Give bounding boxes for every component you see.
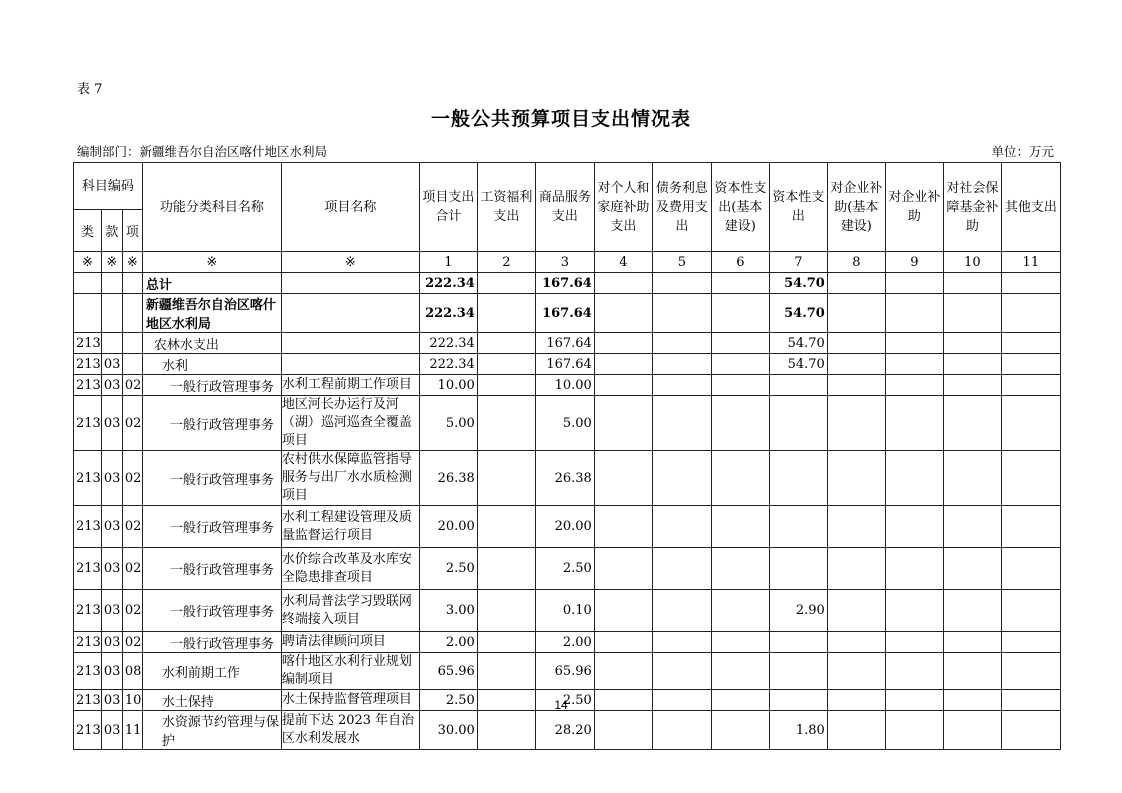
xiang-cell: 11 (122, 711, 142, 750)
xiang-cell: 02 (122, 506, 142, 548)
amount-cell-7: 54.70 (769, 294, 827, 333)
amount-cell-10 (943, 273, 1001, 294)
amount-cell-8 (827, 375, 885, 396)
table-row (74, 506, 1061, 548)
func-name-cell: 一般行政管理事务 (142, 590, 281, 632)
amount-cell-2 (477, 653, 535, 690)
index-cell: 11 (1001, 252, 1060, 273)
amount-cell-4 (594, 590, 652, 632)
amount-cell-9 (885, 548, 943, 590)
proj-name-header: 项目名称 (281, 163, 419, 252)
amount-cell-10 (943, 354, 1001, 375)
kuan-cell (101, 333, 122, 354)
lei-cell: 213 (74, 451, 102, 506)
amount-cell-6 (711, 294, 769, 333)
amount-cell-7: 54.70 (769, 273, 827, 294)
amount-cell-11 (1001, 294, 1060, 333)
col-header-3: 商品服务支出 (535, 163, 594, 252)
amount-cell-10 (943, 632, 1001, 653)
proj-name-cell: 提前下达 2023 年自治区水利发展水 (281, 711, 419, 750)
col-header-11: 其他支出 (1001, 163, 1060, 252)
index-cell: ※ (101, 252, 122, 273)
amount-cell-2 (477, 333, 535, 354)
unit-label: 单位：万元 (991, 144, 1054, 159)
amount-cell-11 (1001, 711, 1060, 750)
func-name-cell: 水利前期工作 (142, 653, 281, 690)
kuan-cell (101, 294, 122, 333)
amount-cell-2 (477, 375, 535, 396)
amount-cell-4 (594, 333, 652, 354)
func-name-cell: 水土保持 (142, 690, 281, 711)
lei-cell: 213 (74, 506, 102, 548)
amount-cell-6 (711, 375, 769, 396)
amount-cell-5 (652, 548, 711, 590)
amount-cell-8 (827, 451, 885, 506)
xiang-cell: 02 (122, 548, 142, 590)
amount-cell-1: 222.34 (419, 273, 477, 294)
table-row (74, 653, 1061, 690)
amount-cell-7: 54.70 (769, 333, 827, 354)
lei-cell: 213 (74, 590, 102, 632)
proj-name-cell: 农村供水保障监管指导服务与出厂水水质检测项目 (281, 451, 419, 506)
amount-cell-1: 65.96 (419, 653, 477, 690)
amount-cell-2 (477, 273, 535, 294)
amount-cell-3: 0.10 (535, 590, 594, 632)
amount-cell-10 (943, 506, 1001, 548)
amount-cell-4 (594, 548, 652, 590)
amount-cell-4 (594, 375, 652, 396)
lei-cell: 213 (74, 396, 102, 451)
lei-cell: 213 (74, 375, 102, 396)
proj-name-cell: 地区河长办运行及河（湖）巡河巡查全覆盖项目 (281, 396, 419, 451)
index-cell: 1 (419, 252, 477, 273)
func-name-cell: 水资源节约管理与保护 (142, 711, 281, 750)
amount-cell-11 (1001, 548, 1060, 590)
amount-cell-1: 2.50 (419, 548, 477, 590)
amount-cell-1: 222.34 (419, 333, 477, 354)
xiang-cell (122, 273, 142, 294)
amount-cell-10 (943, 396, 1001, 451)
amount-cell-8 (827, 653, 885, 690)
amount-cell-11 (1001, 653, 1060, 690)
amount-cell-1: 5.00 (419, 396, 477, 451)
amount-cell-8 (827, 273, 885, 294)
amount-cell-1: 20.00 (419, 506, 477, 548)
kuan-cell: 03 (101, 451, 122, 506)
amount-cell-10 (943, 333, 1001, 354)
amount-cell-6 (711, 354, 769, 375)
index-cell: 5 (652, 252, 711, 273)
kuan-cell: 03 (101, 548, 122, 590)
table-row (74, 333, 1061, 354)
amount-cell-4 (594, 506, 652, 548)
amount-cell-5 (652, 590, 711, 632)
amount-cell-3: 26.38 (535, 451, 594, 506)
table-row (74, 548, 1061, 590)
lei-header: 类 (74, 210, 102, 252)
amount-cell-9 (885, 653, 943, 690)
col-header-9: 对企业补助 (885, 163, 943, 252)
amount-cell-10 (943, 653, 1001, 690)
func-name-cell: 一般行政管理事务 (142, 548, 281, 590)
index-cell: ※ (74, 252, 102, 273)
amount-cell-10 (943, 375, 1001, 396)
table-row (74, 375, 1061, 396)
proj-name-cell: 水价综合改革及水库安全隐患排查项目 (281, 548, 419, 590)
amount-cell-7 (769, 653, 827, 690)
amount-cell-6 (711, 396, 769, 451)
func-name-cell: 一般行政管理事务 (142, 396, 281, 451)
amount-cell-1: 30.00 (419, 711, 477, 750)
amount-cell-3: 2.50 (535, 548, 594, 590)
amount-cell-1: 10.00 (419, 375, 477, 396)
col-header-8: 对企业补助(基本建设) (827, 163, 885, 252)
amount-cell-3: 65.96 (535, 653, 594, 690)
amount-cell-8 (827, 354, 885, 375)
kuan-cell (101, 273, 122, 294)
xiang-cell (122, 354, 142, 375)
lei-cell: 213 (74, 711, 102, 750)
amount-cell-9 (885, 294, 943, 333)
code-group-header: 科目编码 (74, 163, 143, 210)
proj-name-cell: 水利局普法学习毁联网终端接入项目 (281, 590, 419, 632)
amount-cell-11 (1001, 451, 1060, 506)
amount-cell-5 (652, 506, 711, 548)
amount-cell-7 (769, 375, 827, 396)
index-cell: ※ (281, 252, 419, 273)
xiang-cell: 02 (122, 590, 142, 632)
amount-cell-3: 10.00 (535, 375, 594, 396)
page-number: 14 (554, 698, 568, 712)
amount-cell-1: 3.00 (419, 590, 477, 632)
proj-name-cell: 聘请法律顾问项目 (281, 632, 419, 653)
xiang-cell: 02 (122, 375, 142, 396)
amount-cell-8 (827, 506, 885, 548)
amount-cell-2 (477, 396, 535, 451)
kuan-cell: 03 (101, 590, 122, 632)
amount-cell-7 (769, 451, 827, 506)
amount-cell-8 (827, 396, 885, 451)
table-row (74, 294, 1061, 333)
amount-cell-9 (885, 451, 943, 506)
amount-cell-9 (885, 632, 943, 653)
amount-cell-5 (652, 294, 711, 333)
func-name-cell: 总计 (142, 273, 281, 294)
proj-name-cell: 水土保持监督管理项目 (281, 690, 419, 711)
amount-cell-4 (594, 711, 652, 750)
table-row (74, 590, 1061, 632)
func-name-cell: 水利 (142, 354, 281, 375)
kuan-cell: 03 (101, 396, 122, 451)
amount-cell-10 (943, 451, 1001, 506)
amount-cell-11 (1001, 333, 1060, 354)
amount-cell-5 (652, 333, 711, 354)
index-cell: 7 (769, 252, 827, 273)
table-row (74, 632, 1061, 653)
amount-cell-3: 5.00 (535, 396, 594, 451)
amount-cell-2 (477, 590, 535, 632)
amount-cell-3: 167.64 (535, 273, 594, 294)
amount-cell-2 (477, 294, 535, 333)
xiang-cell (122, 294, 142, 333)
amount-cell-2 (477, 711, 535, 750)
amount-cell-7 (769, 548, 827, 590)
func-name-cell: 一般行政管理事务 (142, 375, 281, 396)
amount-cell-6 (711, 333, 769, 354)
amount-cell-6 (711, 711, 769, 750)
amount-cell-3: 20.00 (535, 506, 594, 548)
amount-cell-1: 222.34 (419, 354, 477, 375)
col-header-10: 对社会保障基金补助 (943, 163, 1001, 252)
index-cell: 10 (943, 252, 1001, 273)
amount-cell-11 (1001, 396, 1060, 451)
amount-cell-4 (594, 294, 652, 333)
amount-cell-10 (943, 294, 1001, 333)
amount-cell-4 (594, 451, 652, 506)
amount-cell-5 (652, 375, 711, 396)
amount-cell-2 (477, 548, 535, 590)
xiang-cell: 08 (122, 653, 142, 690)
xiang-cell: 10 (122, 690, 142, 711)
func-name-cell: 农林水支出 (142, 333, 281, 354)
index-cell: 4 (594, 252, 652, 273)
index-cell: ※ (122, 252, 142, 273)
amount-cell-5 (652, 354, 711, 375)
kuan-cell: 03 (101, 375, 122, 396)
amount-cell-1: 222.34 (419, 294, 477, 333)
amount-cell-9 (885, 375, 943, 396)
amount-cell-10 (943, 548, 1001, 590)
expenditure-table (73, 162, 1061, 750)
amount-cell-11 (1001, 273, 1060, 294)
amount-cell-5 (652, 653, 711, 690)
table-row (74, 396, 1061, 451)
amount-cell-6 (711, 451, 769, 506)
xiang-header: 项 (122, 210, 142, 252)
proj-name-cell: 水利工程前期工作项目 (281, 375, 419, 396)
amount-cell-11 (1001, 506, 1060, 548)
proj-name-cell (281, 333, 419, 354)
kuan-cell: 03 (101, 711, 122, 750)
index-cell: 9 (885, 252, 943, 273)
index-cell: 3 (535, 252, 594, 273)
proj-name-cell: 水利工程建设管理及质量监督运行项目 (281, 506, 419, 548)
proj-name-cell (281, 354, 419, 375)
lei-cell: 213 (74, 632, 102, 653)
proj-name-cell (281, 294, 419, 333)
func-name-cell: 新疆维吾尔自治区喀什地区水利局 (142, 294, 281, 333)
amount-cell-1: 2.50 (419, 690, 477, 711)
amount-cell-2 (477, 506, 535, 548)
amount-cell-3: 2.50 (535, 690, 594, 711)
kuan-cell: 03 (101, 632, 122, 653)
amount-cell-4 (594, 273, 652, 294)
func-name-cell: 一般行政管理事务 (142, 506, 281, 548)
amount-cell-1: 2.00 (419, 632, 477, 653)
amount-cell-4 (594, 632, 652, 653)
amount-cell-6 (711, 273, 769, 294)
amount-cell-9 (885, 396, 943, 451)
amount-cell-5 (652, 451, 711, 506)
func-name-cell: 一般行政管理事务 (142, 451, 281, 506)
table-row (74, 273, 1061, 294)
index-cell: 2 (477, 252, 535, 273)
amount-cell-5 (652, 273, 711, 294)
amount-cell-2 (477, 354, 535, 375)
col-header-1: 项目支出合计 (419, 163, 477, 252)
xiang-cell: 02 (122, 451, 142, 506)
amount-cell-8 (827, 632, 885, 653)
amount-cell-3: 2.00 (535, 632, 594, 653)
amount-cell-3: 167.64 (535, 333, 594, 354)
department-label: 编制部门：新疆维吾尔自治区喀什地区水利局 (77, 144, 328, 159)
amount-cell-2 (477, 451, 535, 506)
amount-cell-4 (594, 653, 652, 690)
kuan-header: 款 (101, 210, 122, 252)
amount-cell-3: 28.20 (535, 711, 594, 750)
lei-cell: 213 (74, 690, 102, 711)
xiang-cell: 02 (122, 396, 142, 451)
amount-cell-9 (885, 590, 943, 632)
amount-cell-10 (943, 711, 1001, 750)
amount-cell-9 (885, 711, 943, 750)
amount-cell-2 (477, 632, 535, 653)
amount-cell-7: 2.90 (769, 590, 827, 632)
amount-cell-7 (769, 632, 827, 653)
lei-cell: 213 (74, 653, 102, 690)
xiang-cell: 02 (122, 632, 142, 653)
amount-cell-11 (1001, 590, 1060, 632)
kuan-cell: 03 (101, 690, 122, 711)
amount-cell-5 (652, 711, 711, 750)
amount-cell-9 (885, 333, 943, 354)
amount-cell-6 (711, 653, 769, 690)
lei-cell: 213 (74, 333, 102, 354)
page-title: 一般公共预算项目支出情况表 (430, 108, 691, 130)
amount-cell-7: 54.70 (769, 354, 827, 375)
amount-cell-11 (1001, 375, 1060, 396)
amount-cell-8 (827, 548, 885, 590)
amount-cell-3: 167.64 (535, 294, 594, 333)
lei-cell (74, 294, 102, 333)
table-row (74, 451, 1061, 506)
col-header-7: 资本性支出 (769, 163, 827, 252)
amount-cell-4 (594, 354, 652, 375)
amount-cell-6 (711, 632, 769, 653)
xiang-cell (122, 333, 142, 354)
amount-cell-3: 167.64 (535, 354, 594, 375)
col-header-5: 债务利息及费用支出 (652, 163, 711, 252)
kuan-cell: 03 (101, 653, 122, 690)
kuan-cell: 03 (101, 506, 122, 548)
amount-cell-6 (711, 590, 769, 632)
amount-cell-6 (711, 548, 769, 590)
func-name-cell: 一般行政管理事务 (142, 632, 281, 653)
amount-cell-10 (943, 590, 1001, 632)
amount-cell-11 (1001, 354, 1060, 375)
amount-cell-1: 26.38 (419, 451, 477, 506)
table-tag: 表 7 (77, 82, 103, 97)
amount-cell-5 (652, 396, 711, 451)
proj-name-cell: 喀什地区水利行业规划编制项目 (281, 653, 419, 690)
amount-cell-6 (711, 506, 769, 548)
col-header-2: 工资福利支出 (477, 163, 535, 252)
col-header-6: 资本性支出(基本建设) (711, 163, 769, 252)
table-row (74, 354, 1061, 375)
table-row (74, 711, 1061, 750)
kuan-cell: 03 (101, 354, 122, 375)
amount-cell-8 (827, 294, 885, 333)
lei-cell: 213 (74, 548, 102, 590)
amount-cell-9 (885, 354, 943, 375)
amount-cell-9 (885, 506, 943, 548)
amount-cell-7 (769, 506, 827, 548)
amount-cell-5 (652, 632, 711, 653)
amount-cell-8 (827, 711, 885, 750)
lei-cell: 213 (74, 354, 102, 375)
amount-cell-4 (594, 396, 652, 451)
proj-name-cell (281, 273, 419, 294)
amount-cell-7: 1.80 (769, 711, 827, 750)
col-header-4: 对个人和家庭补助支出 (594, 163, 652, 252)
amount-cell-8 (827, 333, 885, 354)
amount-cell-11 (1001, 632, 1060, 653)
amount-cell-8 (827, 590, 885, 632)
func-name-header: 功能分类科目名称 (142, 163, 281, 252)
amount-cell-9 (885, 273, 943, 294)
lei-cell (74, 273, 102, 294)
index-cell: 6 (711, 252, 769, 273)
index-cell: ※ (142, 252, 281, 273)
index-cell: 8 (827, 252, 885, 273)
amount-cell-7 (769, 396, 827, 451)
